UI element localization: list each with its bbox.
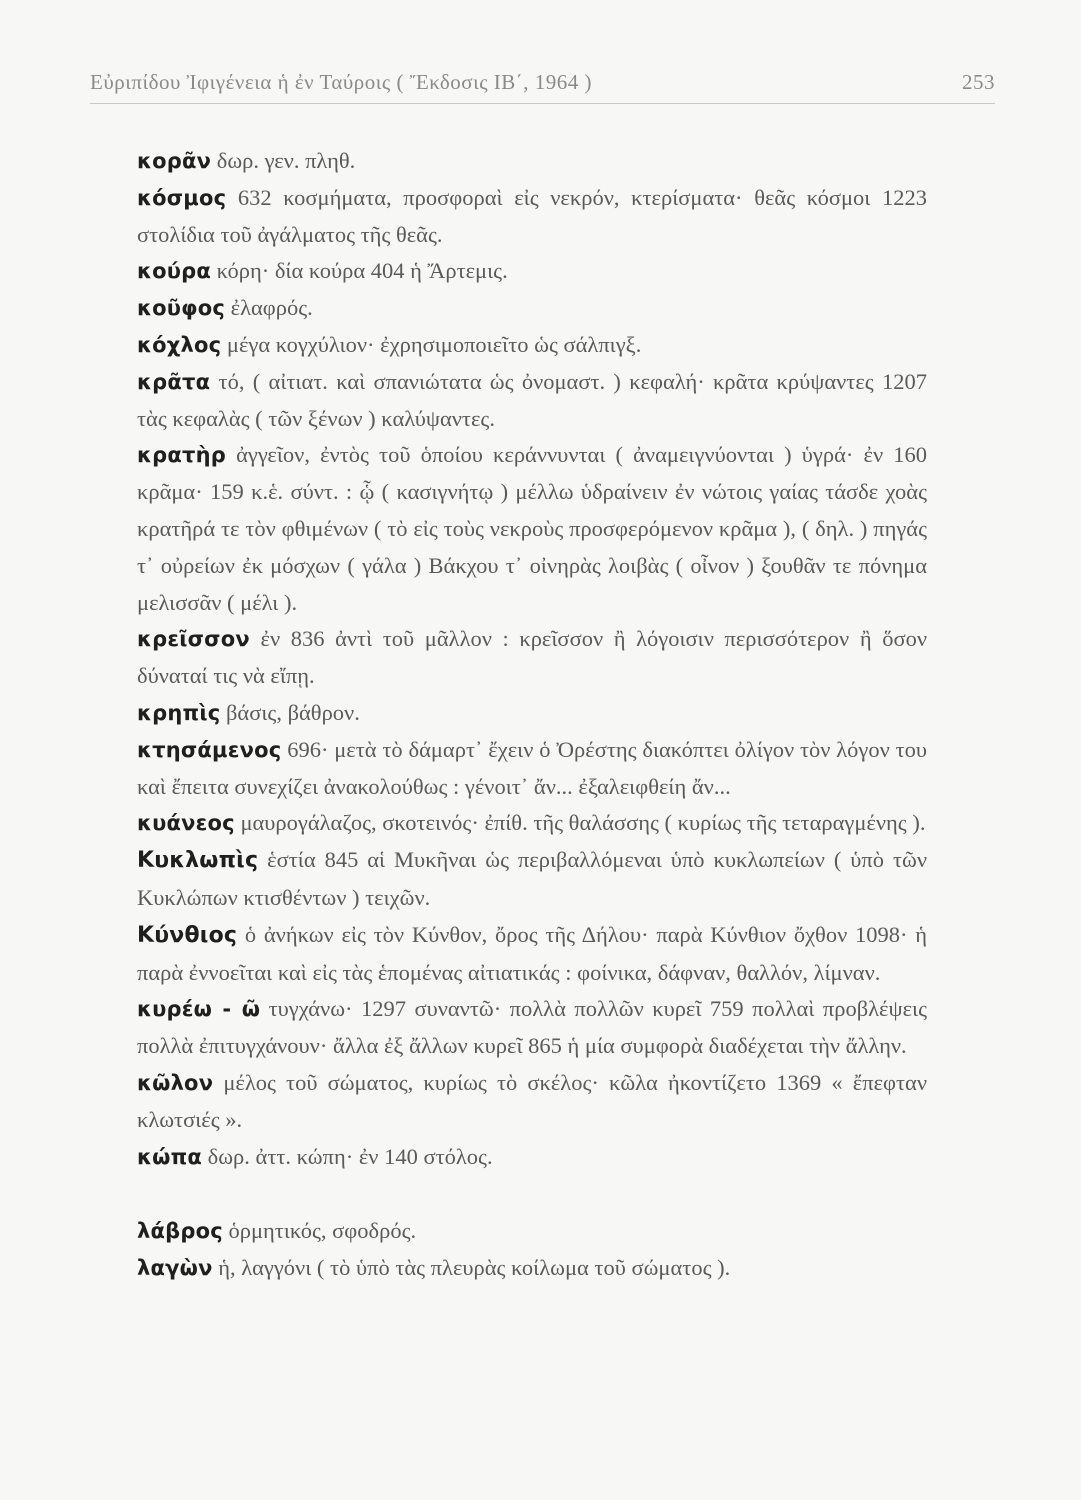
entry-lemma: κρατὴρ [137, 443, 226, 468]
glossary-entry [137, 364, 927, 438]
glossary-entry [137, 732, 927, 806]
page-number: 253 [962, 70, 995, 94]
entry-definition: ἀγγεῖον, ἐντὸς τοῦ ὁποίου κεράννυνται ( ἀναμειγνύονται ) ὑγρά· ἐν 160 κρᾶμα· 159 κ.ἑ. σύντ. : ᾧ ( κασιγνήτῳ ) μέλλω ὑδραίνειν ἐν νώτοις γαίας τάσδε χοὰς κρατῆρά τε τὸν φθιμένων ( τὸ εἰς τοὺς νεκροὺς προσφερόμενον κρᾶμα ), ( δηλ. ) πηγάς τ᾽ οὐρείων ἐκ μόσχων ( γάλα ) Βάκχου τ᾽ οἰνηρὰς λοιβὰς ( οἶνον ) ξουθᾶν τε πόνημα μελισσᾶν ( μέλι ). [137, 442, 928, 615]
entry-definition: βάσις, βάθρον. [225, 699, 360, 725]
glossary-entry [137, 327, 927, 364]
glossary-entry [137, 991, 927, 1065]
entry-definition: ὁρμητικός, σφοδρός. [228, 1218, 417, 1244]
section-gap [137, 1175, 927, 1213]
entry-lemma: κρᾶτα [137, 369, 211, 394]
entry-lemma: κρηπὶς [137, 700, 221, 725]
entry-definition: ἡ, λαγγόνι ( τὸ ὑπὸ τὰς πλευρὰς κοίλωμα τοῦ σώματος ). [218, 1255, 731, 1281]
entry-lemma: Κυκλωπὶς [137, 848, 259, 874]
entry-definition: κόρη· δία κούρα 404 ἡ Ἄρτεμις. [216, 258, 508, 284]
glossary-entry [137, 695, 927, 732]
glossary-entries [137, 143, 927, 1287]
entry-definition: ἑστία 845 αἱ Μυκῆναι ὡς περιβαλλόμεναι ὑπὸ κυκλωπείων ( ὑπὸ τῶν Κυκλώπων κτισθέντων ) τειχῶν. [137, 847, 928, 910]
entry-lemma: κόχλος [137, 332, 222, 357]
glossary-entry [137, 1250, 927, 1287]
entry-lemma: κρεῖσσον [137, 627, 250, 652]
entry-definition: μέλος τοῦ σώματος, κυρίως τὸ σκέλος· κῶλα ἠκοντίζετο 1369 « ἔπεφταν κλωτσιές ». [137, 1069, 928, 1132]
entry-definition: τό, ( αἰτιατ. καὶ σπανιώτατα ὡς ὀνομαστ. ) κεφαλή· κρᾶτα κρύψαντες 1207 τὰς κεφαλὰς ( τῶν ξένων ) καλύψαντες. [137, 368, 927, 431]
glossary-entry [137, 143, 927, 180]
entry-definition: τυγχάνω· 1297 συναντῶ· πολλὰ πολλῶν κυρεῖ 759 πολλαὶ προβλέψεις πολλὰ ἐπιτυγχάνουν· ἄλλα ἐξ ἄλλων κυρεῖ 865 ἡ μία συμφορὰ διαδέχεται τὴν ἄλλην. [137, 996, 927, 1059]
entry-lemma: λάβρος [137, 1219, 223, 1244]
glossary-entry [137, 621, 927, 695]
entry-lemma: κορᾶν [137, 149, 212, 173]
entry-definition: 632 κοσμήματα, προσφοραὶ εἰς νεκρόν, κτερίσματα· θεᾶς κόσμοι 1223 στολίδια τοῦ ἀγάλματος τῆς θεᾶς. [137, 184, 927, 247]
entry-lemma: Κύνθιος [137, 922, 238, 948]
entry-definition: ἐν 836 ἀντὶ τοῦ μᾶλλον : κρεῖσσον ἢ λόγοισιν περισσότερον ἢ ὅσον δύναταί τις νὰ εἴπῃ. [137, 626, 928, 689]
entry-lemma: κόσμος [137, 185, 227, 210]
glossary-entry [137, 917, 927, 992]
running-title: Εὐριπίδου Ἰφιγένεια ἡ ἐν Ταύροις ( Ἔκδοσις ΙΒ΄, 1964 ) [90, 70, 593, 94]
glossary-entry [137, 180, 927, 254]
entry-lemma: κώπα [137, 1144, 203, 1169]
header-rule [90, 103, 995, 104]
entry-definition: ὁ ἀνήκων εἰς τὸν Κύνθον, ὄρος τῆς Δήλου· παρὰ Κύνθιον ὄχθον 1098· ἡ παρὰ ἐννοεῖται καὶ εἰς τὰς ἑπομένας αἰτιατικάς : φοίνικα, δάφναν, θαλλόν, λίμναν. [137, 921, 928, 985]
glossary-entry [137, 253, 927, 290]
glossary-entry [137, 290, 927, 327]
glossary-entry [137, 1213, 927, 1250]
entry-lemma: κοῦφος [137, 296, 226, 321]
glossary-entry [137, 1139, 927, 1176]
glossary-entry [137, 1065, 927, 1139]
entry-definition: μαυρογάλαζος, σκοτεινός· ἐπίθ. τῆς θαλάσσης ( κυρίως τῆς τεταραγμένης ). [240, 810, 926, 836]
entry-lemma: κούρα [137, 259, 211, 284]
entry-lemma: κυάνεος [137, 811, 235, 836]
entry-definition: δωρ. ἀττ. κώπη· ἐν 140 στόλος. [207, 1143, 493, 1169]
entry-definition: μέγα κογχύλιον· ἐχρησιμοποιεῖτο ὡς σάλπιγξ. [226, 331, 642, 357]
glossary-entry [137, 437, 927, 621]
entry-lemma: κυρέω - ῶ [137, 997, 261, 1022]
entry-lemma: λαγὼν [137, 1256, 213, 1281]
glossary-entry [137, 805, 927, 842]
entry-lemma: κτησάμενος [137, 737, 282, 762]
entry-lemma: κῶλον [137, 1070, 214, 1095]
entry-definition: 696· μετὰ τὸ δάμαρτ᾽ ἔχειν ὁ Ὀρέστης διακόπτει ὀλίγον τὸν λόγον του καὶ ἔπειτα συνεχίζει ἀνακολούθως : γένοιτ᾽ ἄν... ἐξαλειφθείη ἄν... [137, 736, 927, 799]
glossary-entry [137, 842, 927, 917]
entry-definition: ἐλαφρός. [230, 295, 313, 321]
entry-definition: δωρ. γεν. πληθ. [216, 148, 356, 173]
running-header [90, 70, 995, 100]
